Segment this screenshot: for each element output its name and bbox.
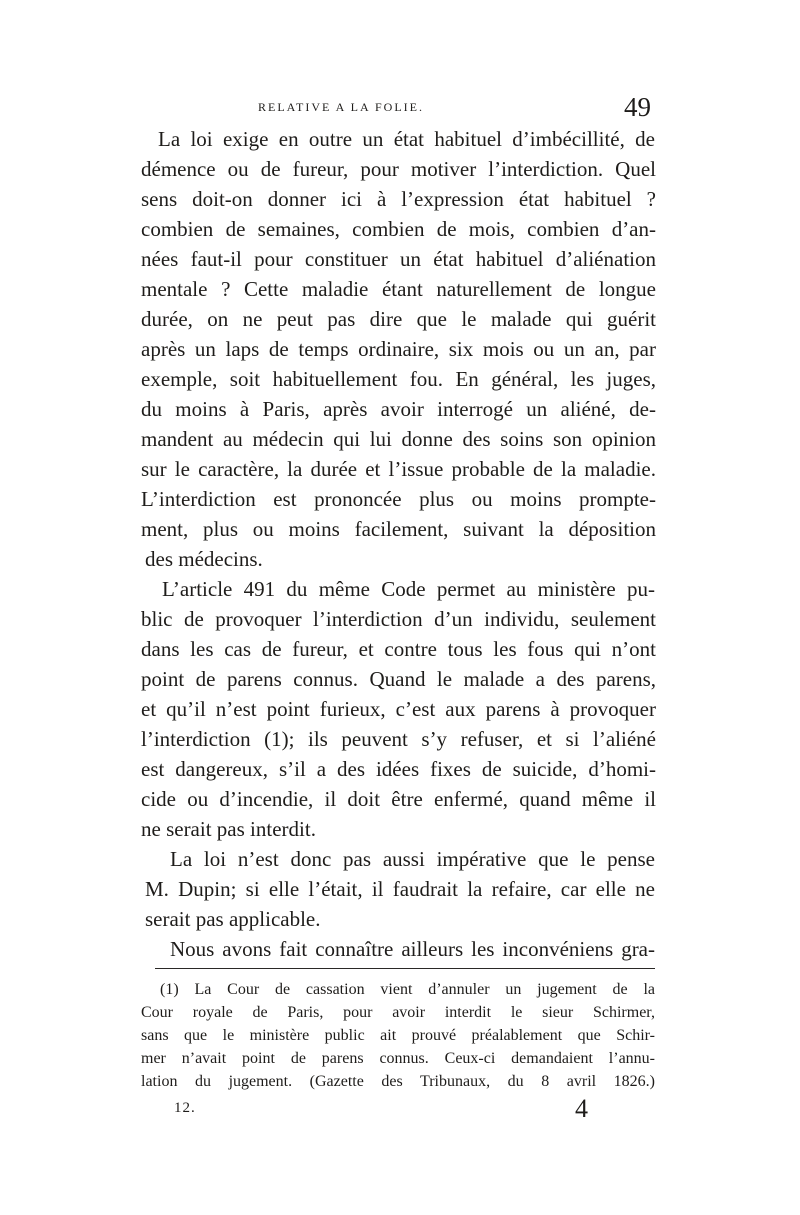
body-line: combien de semaines, combien de mois, combien d’an- [141,217,656,241]
footnote-line: lation du jugement. (Gazette des Tribunaux, du 8 avril 1826.) [141,1073,655,1090]
body-line: serait pas applicable. [145,907,321,931]
footnote-line: (1) La Cour de cassation vient d’annuler un jugement de la [160,981,655,998]
body-line: L’interdiction est prononcée plus ou moins prompte- [141,487,656,511]
footnote-line: Cour royale de Paris, pour avoir interdit le sieur Schirmer, [141,1004,655,1021]
page-number: 49 [624,92,651,122]
signature-mark: 12. [174,1100,196,1116]
running-header: RELATIVE A LA FOLIE. [258,100,424,114]
body-line: mandent au médecin qui lui donne des soins son opinion [141,427,656,451]
body-line: L’article 491 du même Code permet au ministère pu- [162,577,655,601]
body-line: sur le caractère, la durée et l’issue probable de la maladie. [141,457,656,481]
footnote-rule [155,968,655,969]
body-line: ment, plus ou moins facilement, suivant la déposition [141,517,656,541]
body-line: et qu’il n’est point furieux, c’est aux parens à provoquer [141,697,656,721]
body-line: est dangereux, s’il a des idées fixes de suicide, d’homi- [141,757,656,781]
footnote-line: sans que le ministère public ait prouvé préalablement que Schir- [141,1027,655,1044]
body-line: nées faut-il pour constituer un état habituel d’aliénation [141,247,656,271]
body-line: point de parens connus. Quand le malade a des parens, [141,667,656,691]
body-line: La loi exige en outre un état habituel d’imbécillité, de [158,127,655,151]
body-line: dans les cas de fureur, et contre tous les fous qui n’ont [141,637,656,661]
body-line: blic de provoquer l’interdiction d’un individu, seulement [141,607,656,631]
body-line: sens doit-on donner ici à l’expression état habituel ? [141,187,656,211]
footnote-line: mer n’avait point de parens connus. Ceux-ci demandaient l’annu- [141,1050,655,1067]
body-line: cide ou d’incendie, il doit être enfermé, quand même il [141,787,656,811]
body-line: M. Dupin; si elle l’était, il faudrait la refaire, car elle ne [145,877,655,901]
signature-number: 4 [575,1094,588,1123]
body-line: du moins à Paris, après avoir interrogé un aliéné, de- [141,397,656,421]
body-line: exemple, soit habituellement fou. En général, les juges, [141,367,656,391]
body-line: ne serait pas interdit. [141,817,316,841]
body-line: l’interdiction (1); ils peuvent s’y refuser, et si l’aliéné [141,727,656,751]
body-line: après un laps de temps ordinaire, six mois ou un an, par [141,337,656,361]
body-line: Nous avons fait connaître ailleurs les inconvéniens gra- [170,937,655,961]
body-line: mentale ? Cette maladie étant naturellement de longue [141,277,656,301]
body-line: démence ou de fureur, pour motiver l’interdiction. Quel [141,157,656,181]
body-line: des médecins. [145,547,263,571]
body-line: durée, on ne peut pas dire que le malade qui guérit [141,307,656,331]
body-line: La loi n’est donc pas aussi impérative que le pense [170,847,655,871]
